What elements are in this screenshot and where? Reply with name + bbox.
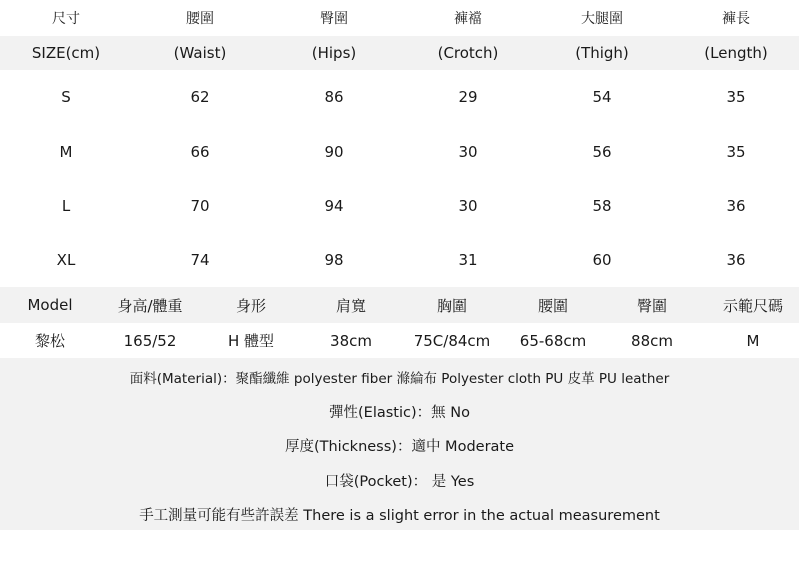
crotch-value: 30 — [458, 197, 478, 215]
size-row-s — [0, 70, 799, 124]
header-size-en: SIZE(cm) — [31, 44, 101, 62]
size-table-header-cn — [0, 0, 799, 36]
size-label: XL — [56, 251, 76, 269]
model-table-header — [0, 287, 799, 323]
header-hips: 臀圍 — [636, 296, 668, 315]
waist-value: 70 — [190, 197, 210, 215]
header-thigh-en: (Thigh) — [575, 44, 629, 62]
hips-value: 90 — [324, 143, 344, 161]
model-body-type: H 體型 — [227, 332, 275, 350]
hips-value: 98 — [324, 251, 344, 269]
model-sample-size: M — [746, 331, 760, 350]
header-hips-en: (Hips) — [311, 44, 357, 62]
crotch-value: 30 — [458, 143, 478, 161]
header-model: Model — [27, 296, 73, 314]
header-shoulder: 肩寬 — [335, 296, 367, 315]
header-crotch-en: (Crotch) — [437, 44, 499, 62]
thigh-value: 60 — [592, 251, 612, 269]
elastic-note: 彈性(Elastic)：無 No — [329, 405, 470, 421]
model-shoulder: 38cm — [330, 331, 372, 350]
length-value: 36 — [726, 197, 746, 215]
size-row-m — [0, 125, 799, 179]
model-name: 黎松 — [34, 332, 66, 350]
material-note: 面料(Material)：聚酯纖維 polyester fiber 滌綸布 Polyester cloth PU 皮革 PU leather — [129, 371, 670, 387]
thigh-value: 54 — [592, 88, 612, 106]
header-body-type: 身形 — [235, 296, 267, 315]
waist-value: 74 — [190, 251, 210, 269]
header-length-en: (Length) — [704, 44, 768, 62]
size-label: M — [59, 143, 73, 161]
product-notes — [0, 358, 799, 530]
waist-value: 66 — [190, 143, 210, 161]
size-label: L — [61, 197, 71, 215]
hips-value: 86 — [324, 88, 344, 106]
header-thigh-cn: 大腿圍 — [581, 11, 623, 27]
size-row-l — [0, 179, 799, 233]
thigh-value: 58 — [592, 197, 612, 215]
header-hips-cn: 臀圍 — [320, 11, 348, 27]
model-row — [0, 323, 799, 358]
thigh-value: 56 — [592, 143, 612, 161]
crotch-value: 31 — [458, 251, 478, 269]
error-note: 手工測量可能有些許誤差 There is a slight error in the actual measurement — [139, 508, 660, 524]
model-waist: 65-68cm — [519, 331, 587, 350]
header-waist: 腰圍 — [537, 296, 569, 315]
header-waist-en: (Waist) — [173, 44, 227, 62]
model-hips: 88cm — [631, 331, 673, 350]
header-length-cn: 褲長 — [722, 11, 750, 27]
crotch-value: 29 — [458, 88, 478, 106]
header-bust: 胸圍 — [436, 296, 468, 315]
length-value: 35 — [726, 143, 746, 161]
model-height-weight: 165/52 — [123, 331, 177, 350]
size-row-xl — [0, 233, 799, 287]
header-height-weight: 身高/體重 — [117, 296, 183, 315]
hips-value: 94 — [324, 197, 344, 215]
header-sample-size: 示範尺碼 — [722, 296, 784, 315]
model-bust: 75C/84cm — [413, 331, 491, 350]
size-label: S — [61, 88, 71, 106]
header-size-cn: 尺寸 — [52, 11, 80, 27]
thickness-note: 厚度(Thickness)：適中 Moderate — [284, 439, 515, 455]
length-value: 36 — [726, 251, 746, 269]
size-table-header-en — [0, 36, 799, 70]
waist-value: 62 — [190, 88, 210, 106]
length-value: 35 — [726, 88, 746, 106]
header-waist-cn: 腰圍 — [186, 11, 214, 27]
pocket-note: 口袋(Pocket)： 是 Yes — [324, 474, 475, 490]
header-crotch-cn: 褲襠 — [454, 11, 482, 27]
